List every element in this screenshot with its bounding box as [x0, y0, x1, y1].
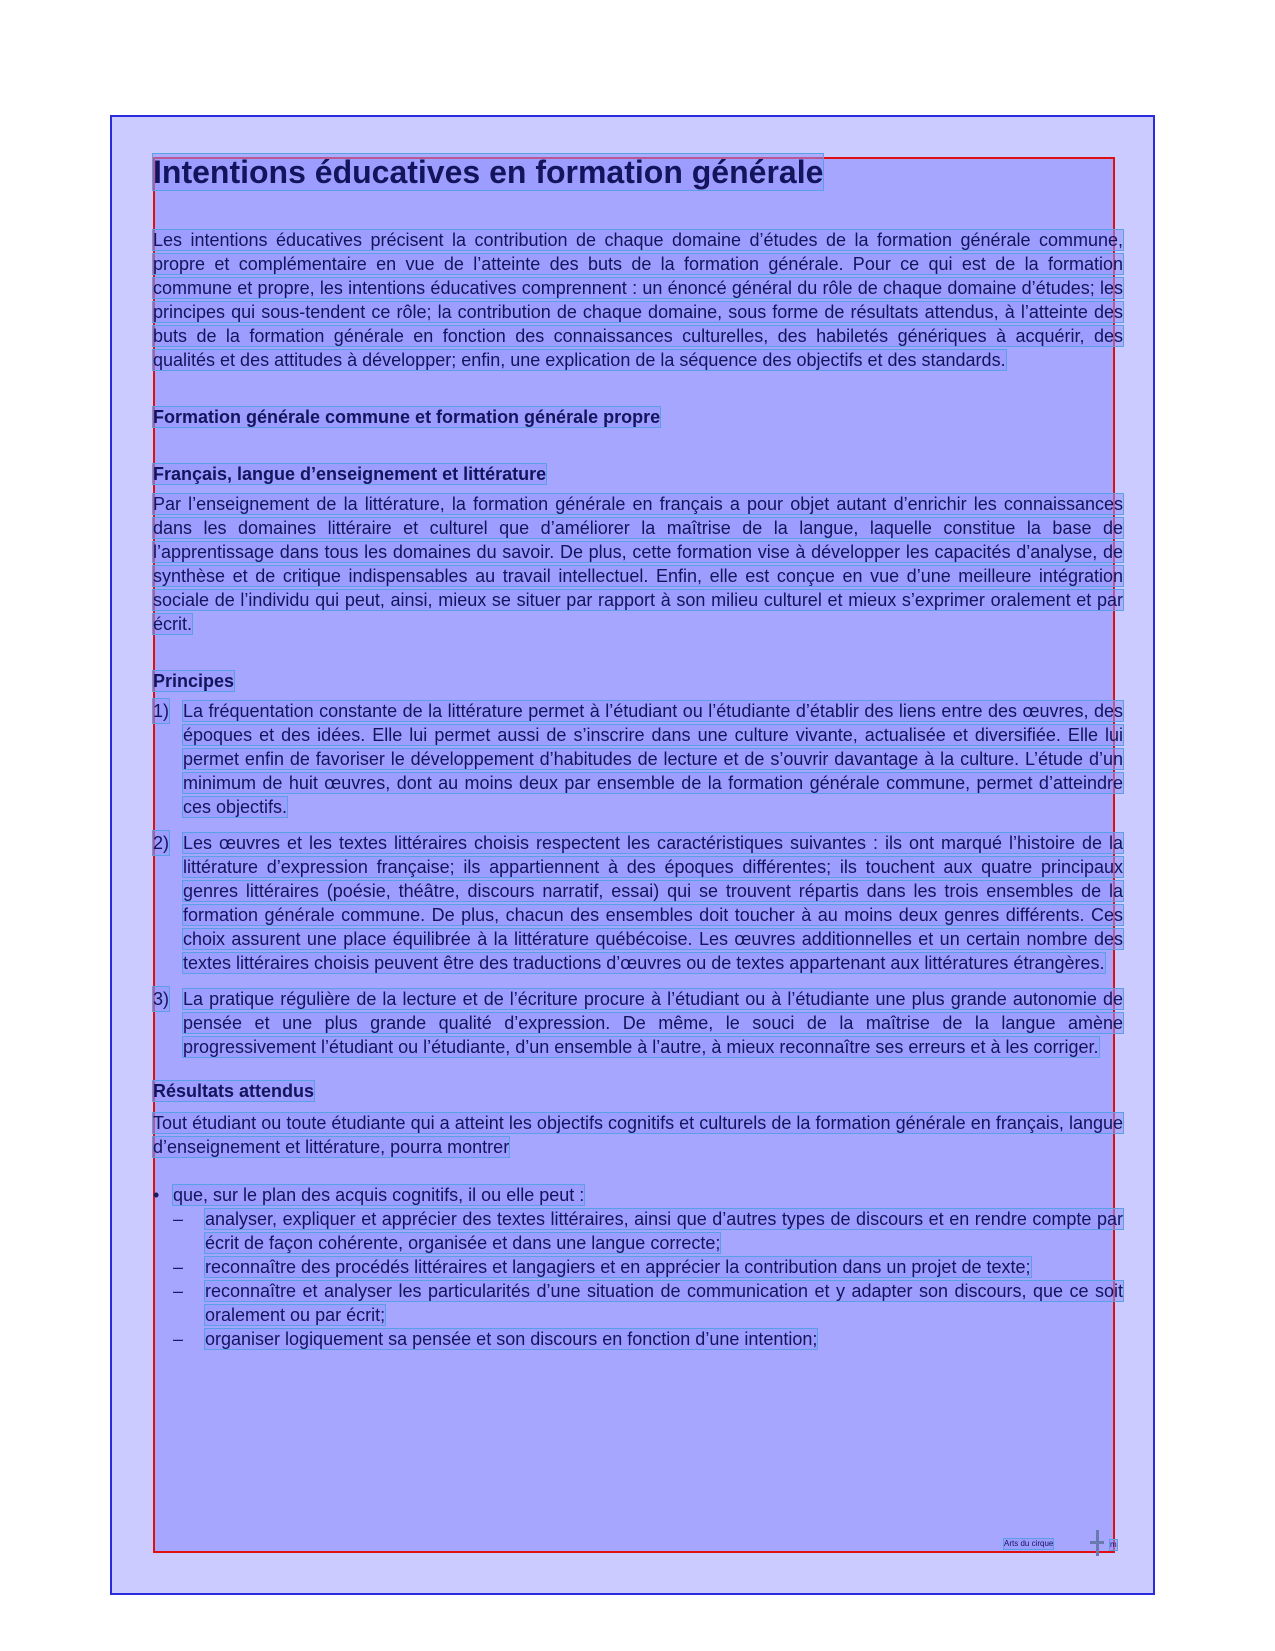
dash-item-4: – organiser logiquement sa pensée et son discours en fonction d’une intention;: [173, 1329, 818, 1349]
section-title-francais: Français, langue d’enseignement et littérature: [153, 464, 547, 484]
principe-item-2: 2) Les œuvres et les textes littéraires choisis respectent les caractéristiques suivantes : ils ont marqué l’histoire de la littérature d’expression française; ils appartiennent à des époques différentes; ils touchent aux quatre principaux genres littéraires (poésie, théâtre, discours narratif, essai) qui se trouvent répartis dans les trois ensembles de la formation générale commune. De plus, chacun des ensembles doit toucher à au moins deux genres différents. Ces choix assurent une place équilibrée à la littérature québécoise. Les œuvres additionnelles et un certain nombre des textes littéraires choisis peuvent être des traductions d’œuvres ou de textes appartenant aux littératures étrangères.: [153, 833, 1123, 973]
section-title-formation: Formation générale commune et formation générale propre: [153, 407, 661, 427]
document-body: [153, 152, 1123, 1351]
footer-page-mark: m: [1110, 1540, 1117, 1549]
section-title-resultats: Résultats attendus: [153, 1081, 315, 1101]
dash-item-3: – reconnaître et analyser les particularités d’une situation de communication et y adapter son discours, que ce soit oralement ou par écrit;: [173, 1281, 1123, 1325]
francais-paragraph: Par l’enseignement de la littérature, la formation générale en français a pour objet autant d’enrichir les connaissances dans les domaines littéraire et culturel que d’améliorer la maîtrise de la langue, laquelle constitue la base de l’apprentissage dans tous les domaines du savoir. De plus, cette formation vise à développer les capacités d’analyse, de synthèse et de critique indispensables au travail intellectuel. Enfin, elle est conçue en vue d’une meilleure intégration sociale de l’individu qui peut, ainsi, mieux se situer par rapport à son milieu culturel et mieux s’exprimer oralement et par écrit.: [153, 494, 1123, 634]
principe-item-3: 3) La pratique régulière de la lecture et de l’écriture procure à l’étudiant ou à l’étudiante une plus grande autonomie de pensée et une plus grande qualité d’expression. De même, le souci de la maîtrise de la langue amène progressivement l’étudiant ou l’étudiante, d’un ensemble à l’autre, à mieux reconnaître ses erreurs et à les corriger.: [153, 989, 1123, 1057]
resultats-paragraph: Tout étudiant ou toute étudiante qui a atteint les objectifs cognitifs et culturels de la formation générale en français, langue d’enseignement et littérature, pourra montrer: [153, 1113, 1123, 1157]
bullet-item: • que, sur le plan des acquis cognitifs, il ou elle peut :: [153, 1185, 585, 1205]
footer-note: Arts du cirque: [1004, 1539, 1054, 1548]
section-title-principes: Principes: [153, 671, 235, 691]
principe-item-1: 1) La fréquentation constante de la littérature permet à l’étudiant ou l’étudiante d’établir des liens entre des œuvres, des époques et des idées. Elle lui permet aussi de s’inscrire dans une culture vivante, actualisée et diversifiée. Elle lui permet enfin de favoriser le développement d’habitudes de lecture et de s’ouvrir davantage à la culture. L’étude d’un minimum de huit œuvres, dont au moins deux par ensemble de la formation générale commune, permet d’atteindre ces objectifs.: [153, 701, 1123, 817]
page-title: Intentions éducatives en formation générale: [153, 154, 824, 190]
crosshair-icon: [1090, 1530, 1104, 1556]
dash-item-2: – reconnaître des procédés littéraires et langagiers et en apprécier la contribution dans un projet de texte;: [173, 1257, 1031, 1277]
intro-paragraph: Les intentions éducatives précisent la contribution de chaque domaine d’études de la formation générale commune, propre et complémentaire en vue de l’atteinte des buts de la formation générale. Pour ce qui est de la formation commune et propre, les intentions éducatives comprennent : un énoncé général du rôle de chaque domaine d’études; les principes qui sous-tendent ce rôle; la contribution de chaque domaine, sous forme de résultats attendus, à l’atteinte des buts de la formation générale en fonction des connaissances culturelles, des habiletés génériques à acquérir, des qualités et des attitudes à développer; enfin, une explication de la séquence des objectifs et des standards.: [153, 230, 1123, 370]
dash-item-1: – analyser, expliquer et apprécier des textes littéraires, ainsi que d’autres types de discours et en rendre compte par écrit de façon cohérente, organisée et dans une langue correcte;: [173, 1209, 1123, 1253]
